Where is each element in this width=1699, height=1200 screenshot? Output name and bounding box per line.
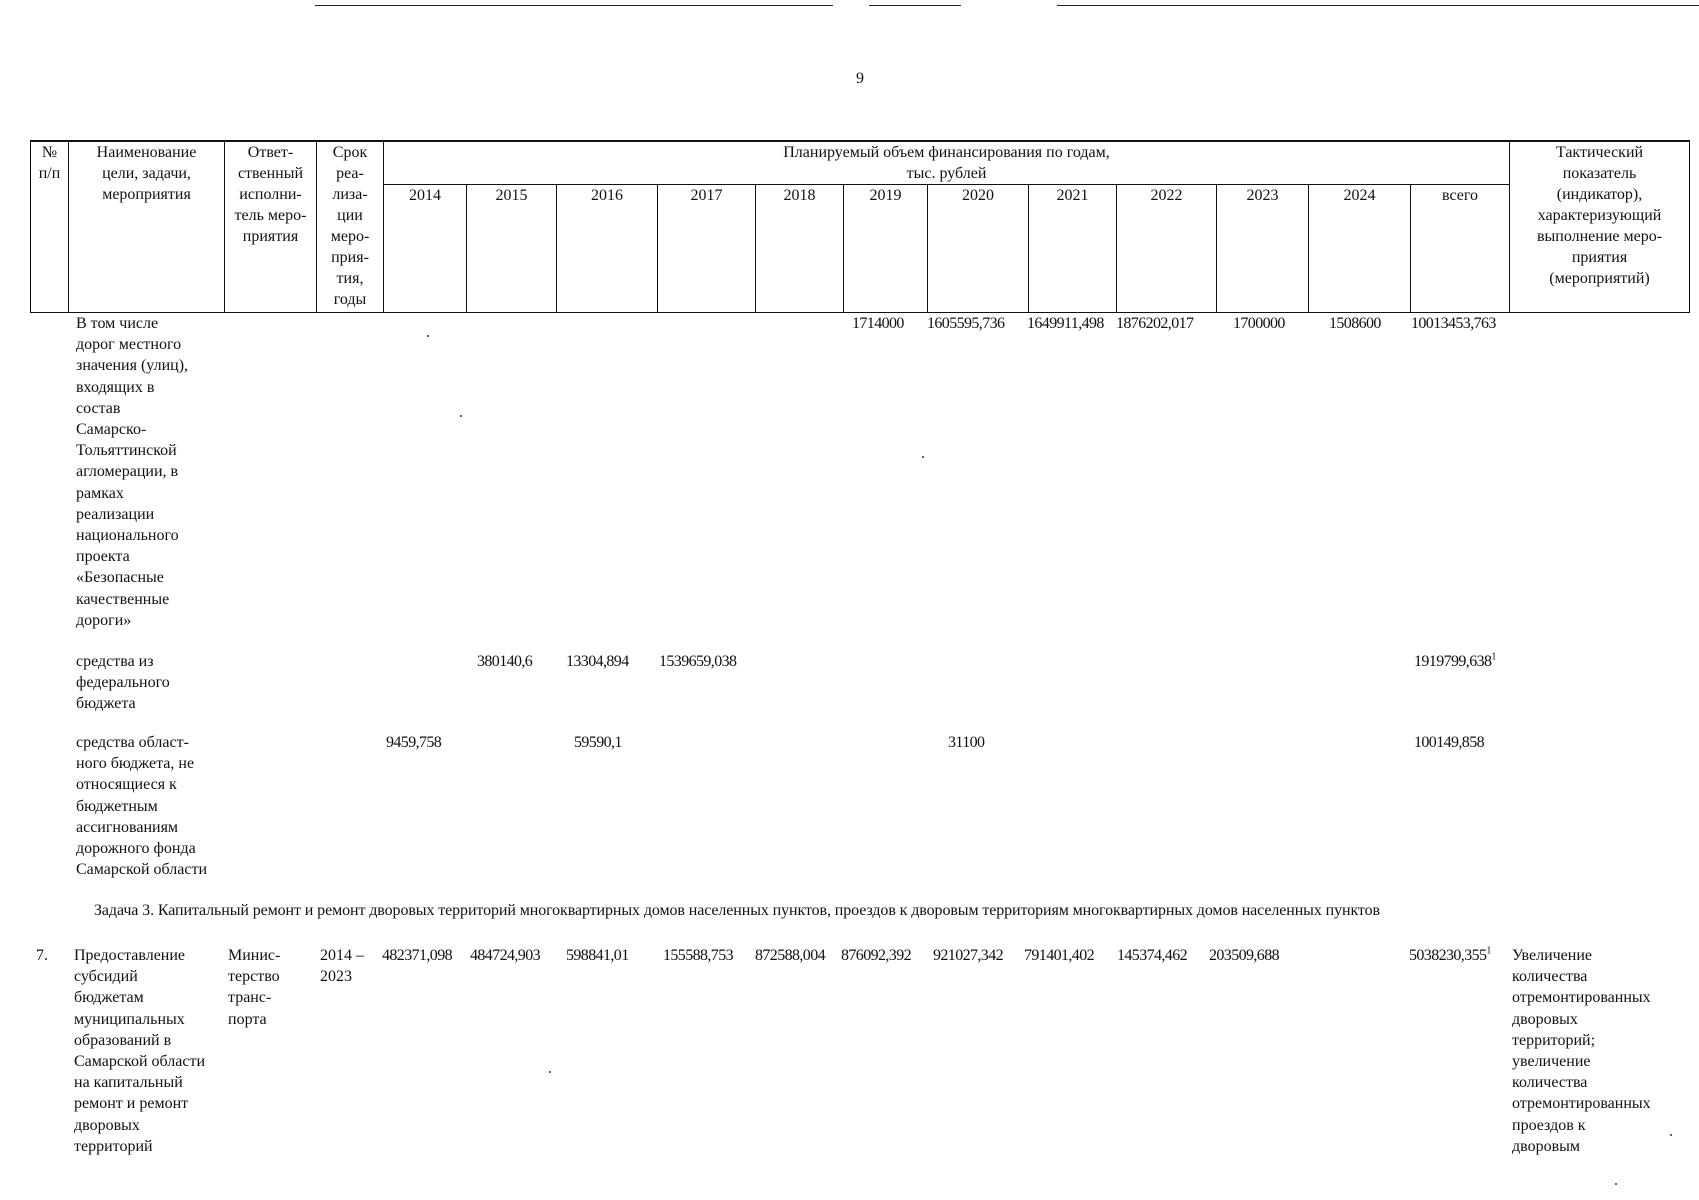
header-year: 2015 [467, 185, 557, 313]
total-value: 5038230,355 [1409, 947, 1487, 964]
cell-2020: 921027,342 [933, 947, 1004, 964]
cell-2023: 203509,688 [1209, 947, 1280, 964]
task-3-heading: Задача 3. Капитальный ремонт и ремонт дворовых территорий многоквартирных домов населенных пунктов, проездов к дворовым территориям многоквартирных домов населенных пунктов [94, 902, 1380, 919]
header-year: всего [1411, 185, 1510, 313]
footnote-mark: 1 [1486, 945, 1491, 957]
cell-2020: 31100 [948, 734, 985, 751]
cell-total [1414, 651, 1496, 672]
item-7-name: Предоставление субсидий бюджетам муниципальных образований в Самарской области на капитальный ремонт и ремонт дворовых территорий [74, 947, 205, 1155]
header-year: 2023 [1217, 185, 1309, 313]
header-year: 2019 [844, 185, 928, 313]
header-period: Срок реа- лиза- ции меро- прия- тия, годы [317, 141, 384, 313]
header-num: № п/п [31, 141, 69, 313]
header-year: 2021 [1029, 185, 1117, 313]
row-name-regional: средства област- ного бюджета, не относящиеся к бюджетным ассигнованиям дорожного фонда Самарской области [76, 734, 207, 879]
row-name-incl-roads: В том числе дорог местного значения (улиц), входящих в состав Самарско- Тольяттинской агломерации, в рамках реализации национального проекта «Безопасные качественные дороги» [76, 315, 189, 629]
header-year: 2024 [1309, 185, 1411, 313]
header-indicator: Тактический показатель (индикатор), характеризующий выполнение меро- приятия (мероприятий) [1510, 141, 1690, 313]
header-funding: Планируемый объем финансирования по годам, тыс. рублей [384, 141, 1510, 185]
header-year: 2014 [384, 185, 467, 313]
header-responsible: Ответ- ственный исполни- тель меро- приятия [225, 141, 317, 313]
cell-total [1409, 945, 1491, 966]
total-value: 1919799,638 [1414, 653, 1492, 670]
cell-2021: 791401,402 [1024, 947, 1095, 964]
cell-total: 100149,858 [1414, 734, 1485, 751]
scan-speck [1670, 1134, 1672, 1136]
scan-speck [549, 1071, 551, 1073]
cell-2020: 1605595,736 [927, 315, 1005, 332]
cell-2022: 1876202,017 [1116, 315, 1194, 332]
cell-2024: 1508600 [1329, 315, 1381, 332]
cell-2017: 1539659,038 [659, 653, 737, 670]
cell-total: 10013453,763 [1411, 315, 1496, 332]
header-year: 2016 [557, 185, 658, 313]
scan-speck [460, 415, 462, 417]
item-7-indicator: Увеличение количества отремонтированных дворовых территорий; увеличение количества отремонтированных проездов к дворовым [1512, 947, 1651, 1155]
cell-2015: 380140,6 [477, 653, 533, 670]
scan-speck [427, 335, 429, 337]
cell-2016: 13304,894 [566, 653, 629, 670]
cell-2018: 872588,004 [755, 947, 826, 964]
item-7-period: 2014 – 2023 [320, 947, 364, 986]
header-year: 2022 [1117, 185, 1217, 313]
cell-2016: 598841,01 [566, 947, 629, 964]
cell-2021: 1649911,498 [1027, 315, 1104, 332]
cell-2022: 145374,462 [1117, 947, 1188, 964]
footnote-mark: 1 [1491, 651, 1496, 663]
scan-speck [1615, 1183, 1617, 1185]
cell-2017: 155588,753 [663, 947, 734, 964]
cell-2023: 1700000 [1233, 315, 1285, 332]
cell-2019: 876092,392 [841, 947, 912, 964]
header-name: Наименование цели, задачи, мероприятия [69, 141, 225, 313]
page-number: 9 [856, 70, 864, 87]
header-year: 2020 [928, 185, 1029, 313]
top-rule [869, 5, 961, 6]
cell-2014: 9459,758 [386, 734, 442, 751]
cell-2015: 484724,903 [470, 947, 541, 964]
header-year: 2017 [658, 185, 756, 313]
row-name-federal: средства из федерального бюджета [76, 653, 170, 713]
top-rule [315, 5, 833, 6]
scan-speck [922, 456, 924, 458]
item-7-responsible: Минис- терство транс- порта [228, 947, 281, 1028]
item-7-num: 7. [36, 947, 48, 964]
table-header [30, 140, 1690, 313]
cell-2019: 1714000 [852, 315, 904, 332]
top-rule [1057, 5, 1699, 6]
header-year: 2018 [756, 185, 844, 313]
cell-2014: 482371,098 [382, 947, 453, 964]
cell-2016: 59590,1 [574, 734, 622, 751]
